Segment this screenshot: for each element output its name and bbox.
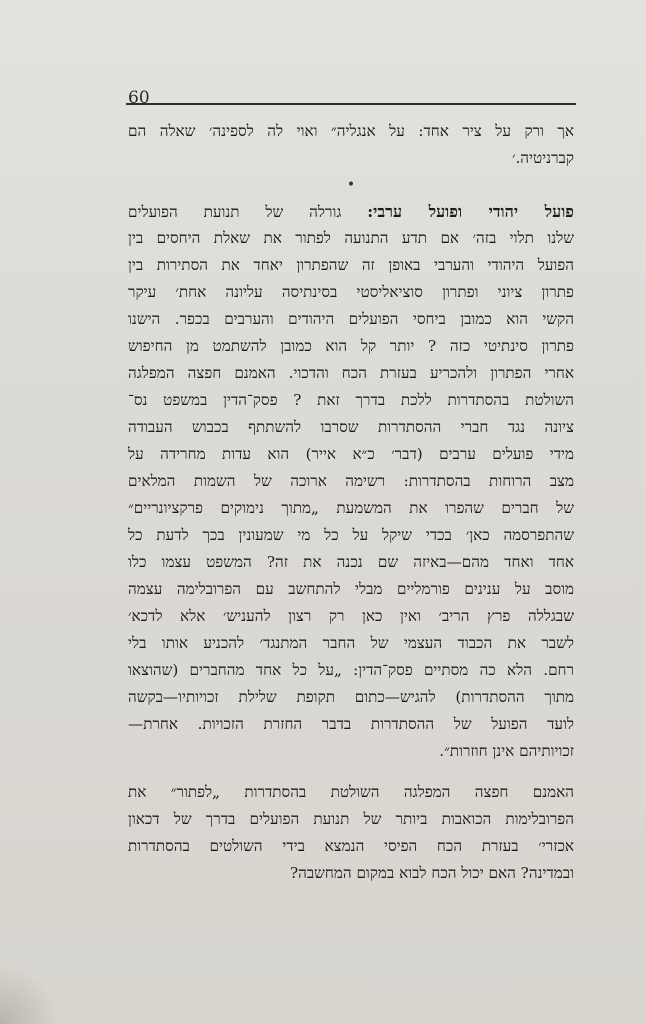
text-line: שלנו תלוי בזה׳ אם תדע התנועה לפתור את שאלת היחסים בין <box>128 229 574 247</box>
text-line: השולטת בהסתדרות ללכת בדרך זאת ? פסק־הדין במשפט נס־ <box>128 391 574 409</box>
text-line: מידי פועלים ערבים (דבר׳ כ״א אייר) הוא עדות מחרידה על <box>128 445 574 463</box>
text-line: האמנם חפצה המפלגה השולטת בהסתדרות „לפתור״ את <box>128 783 574 801</box>
text-line: קברניטיה.׳ <box>511 149 574 167</box>
text-line: אחרי הפתרון ולהכריע בעזרת הכח והדכוי. האמנם חפצה המפלגה <box>128 364 574 382</box>
text-line: ובמדינה? האם יכול הכח לבוא במקום המחשבה? <box>289 864 574 882</box>
paper-stain <box>0 964 60 1024</box>
text-line: שבגללה פרץ הריב׳ ואין כאן רק רצון להעניש׳ אלא לדכא׳ <box>128 607 574 625</box>
text-line: אך ורק על ציר אחד: על אנגליה״ ואוי לה לספינה׳ שאלה הם <box>128 122 574 140</box>
page-number: 60 <box>128 88 150 108</box>
section-paragraph <box>128 198 574 765</box>
text-line: לשבר את הכבוד העצמי של החבר המתנגד׳ להכניע אותו בלי <box>128 634 574 652</box>
text-line: פתרון ציוני ופתרון סוציאליסטי בסינתיסה עליונה אחת׳ עיקר <box>128 283 574 301</box>
text-line: של חברים שהפרו את המשמעת „מתוך נימוקים פרקציונריים״ <box>128 499 574 517</box>
text-line: זכויותיהם אינן חוזרות״. <box>439 742 574 760</box>
text-line: ציונה נגד חברי ההסתדרות שסרבו להשתתף בכבוש העבודה <box>128 418 574 436</box>
text-line: הקשי הוא כמובן ביחסי הפועלים היהודים והערבים בכפר. הישנו <box>128 310 574 328</box>
text-line: מצב הרוחות בהסתדרות: רשימה ארוכה של השמות המלאים <box>128 472 574 490</box>
text-line: פתרון סינתיטי כזה ? יותר קל הוא כמובן להשתמט מן החיפוש <box>128 337 574 355</box>
section-first-line-rest: גורלה של תנועת הפועלים <box>128 203 342 221</box>
header-rule <box>126 103 576 105</box>
section-heading: פועל יהודי ופועל ערבי: <box>367 202 574 221</box>
paragraph-gap <box>128 765 574 779</box>
text-line: אכזרי׳ בעזרת הכח הפיסי הנמצא בידי השולטים בהסתדרות <box>128 837 574 855</box>
text-line: מוסב על ענינים פורמליים מבלי להתחשב עם הפרובלימה עצמה <box>128 580 574 598</box>
text-line: שהתפרסמה כאן׳ בכדי שיקל על כל מי שמעונין בכך לדעת כל <box>128 526 574 544</box>
text-line: מתוך ההסתדרות) להגיש—כתום תקופת שלילת זכויותיו—בקשה <box>128 688 574 706</box>
text-line: אחד ואחד מהם—באיזה שם נכנה את זה? המשפט עצמו כלו <box>128 553 574 571</box>
section-first-line <box>128 198 574 225</box>
text-line: הפועל היהודי והערבי באופן זה שהפתרון יאחד את הסתירות בין <box>128 256 574 274</box>
body-text <box>128 118 574 887</box>
section-separator: • <box>346 177 356 193</box>
text-line: רחם. הלא כה מסתיים פסק־הדין: „על כל אחד מהחברים (שהוצאו <box>128 661 574 679</box>
text-line: לועד הפועל של ההסתדרות בדבר החזרת הזכויות. אחרת— <box>128 715 574 733</box>
text-line: הפרובלימות הכואבות ביותר של תנועת הפועלים בדרך של דכאון <box>128 810 574 828</box>
closing-paragraph <box>128 779 574 887</box>
